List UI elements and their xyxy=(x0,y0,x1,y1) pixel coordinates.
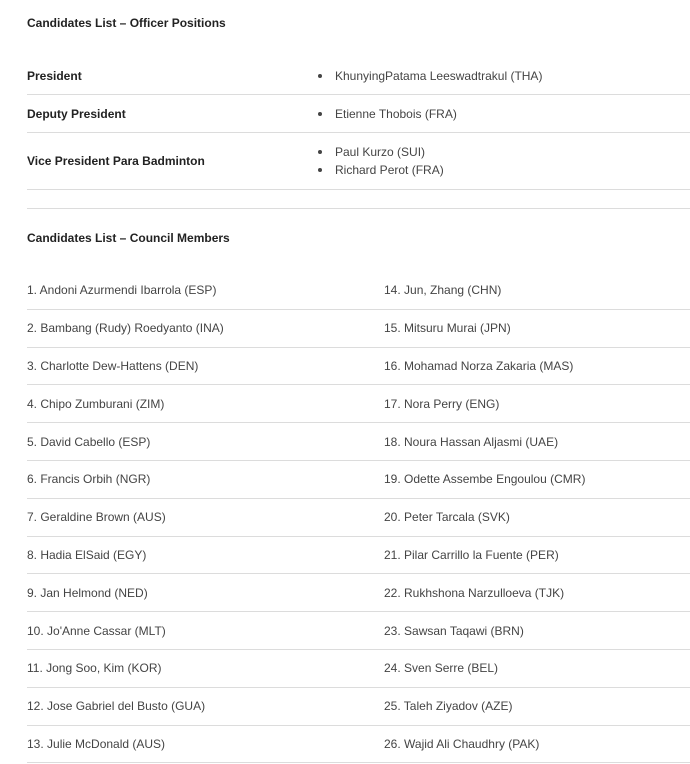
candidate-cell: 16. Mohamad Norza Zakaria (MAS) xyxy=(384,358,574,373)
candidate-cell: 10. Jo'Anne Cassar (MLT) xyxy=(27,623,166,638)
candidate-cell: 15. Mitsuru Murai (JPN) xyxy=(384,321,511,336)
candidate-cell: 25. Taleh Ziyadov (AZE) xyxy=(384,699,513,714)
candidate-name: Richard Perot (FRA) xyxy=(317,161,690,179)
table-row xyxy=(27,348,690,386)
table-row xyxy=(27,499,690,537)
officer-row-deputy-president xyxy=(27,95,690,133)
candidate-cell: 8. Hadia ElSaid (EGY) xyxy=(27,547,147,562)
candidate-list xyxy=(317,105,690,123)
candidate-cell: 3. Charlotte Dew-Hattens (DEN) xyxy=(27,358,199,373)
council-members-table xyxy=(27,272,690,763)
candidate-name: Paul Kurzo (SUI) xyxy=(317,143,690,161)
candidate-cell: 9. Jan Helmond (NED) xyxy=(27,585,148,600)
candidate-cell: 1. Andoni Azurmendi Ibarrola (ESP) xyxy=(27,283,217,298)
table-row xyxy=(27,650,690,688)
candidate-cell: 21. Pilar Carrillo la Fuente (PER) xyxy=(384,547,559,562)
officer-positions-heading: Candidates List – Officer Positions xyxy=(27,16,226,30)
candidate-cell: 19. Odette Assembe Engoulou (CMR) xyxy=(384,472,586,487)
candidate-cell: 24. Sven Serre (BEL) xyxy=(384,661,499,676)
position-label: Vice President Para Badminton xyxy=(27,154,205,168)
candidate-cell: 12. Jose Gabriel del Busto (GUA) xyxy=(27,699,206,714)
position-label: Deputy President xyxy=(27,106,126,121)
candidate-cell: 6. Francis Orbih (NGR) xyxy=(27,472,151,487)
table-row xyxy=(27,385,690,423)
table-row xyxy=(27,537,690,575)
table-row xyxy=(27,574,690,612)
candidate-list xyxy=(317,67,690,85)
candidate-cell: 4. Chipo Zumburani (ZIM) xyxy=(27,396,165,411)
table-row xyxy=(27,423,690,461)
candidate-list xyxy=(317,143,690,179)
officer-row-president xyxy=(27,57,690,95)
candidate-cell: 2. Bambang (Rudy) Roedyanto (INA) xyxy=(27,321,224,336)
candidate-cell: 11. Jong Soo, Kim (KOR) xyxy=(27,661,162,676)
position-label: President xyxy=(27,68,82,83)
table-row xyxy=(27,310,690,348)
section-divider xyxy=(27,208,690,209)
table-row xyxy=(27,688,690,726)
table-row xyxy=(27,726,690,764)
table-row xyxy=(27,612,690,650)
candidate-name: KhunyingPatama Leeswadtrakul (THA) xyxy=(317,67,690,85)
candidate-cell: 23. Sawsan Taqawi (BRN) xyxy=(384,623,524,638)
candidate-name: Etienne Thobois (FRA) xyxy=(317,105,690,123)
table-row xyxy=(27,272,690,310)
candidate-cell: 18. Noura Hassan Aljasmi (UAE) xyxy=(384,434,559,449)
table-row xyxy=(27,461,690,499)
candidate-cell: 13. Julie McDonald (AUS) xyxy=(27,736,166,751)
officer-row-vice-president-para xyxy=(27,133,690,190)
candidate-cell: 20. Peter Tarcala (SVK) xyxy=(384,510,510,525)
candidate-cell: 26. Wajid Ali Chaudhry (PAK) xyxy=(384,736,540,751)
candidate-cell: 5. David Cabello (ESP) xyxy=(27,434,151,449)
candidate-cell: 14. Jun, Zhang (CHN) xyxy=(384,283,502,298)
candidate-cell: 7. Geraldine Brown (AUS) xyxy=(27,510,166,525)
candidate-cell: 17. Nora Perry (ENG) xyxy=(384,396,500,411)
candidate-cell: 22. Rukhshona Narzulloeva (TJK) xyxy=(384,585,565,600)
council-members-heading: Candidates List – Council Members xyxy=(27,231,230,245)
officer-positions-table xyxy=(27,57,690,190)
